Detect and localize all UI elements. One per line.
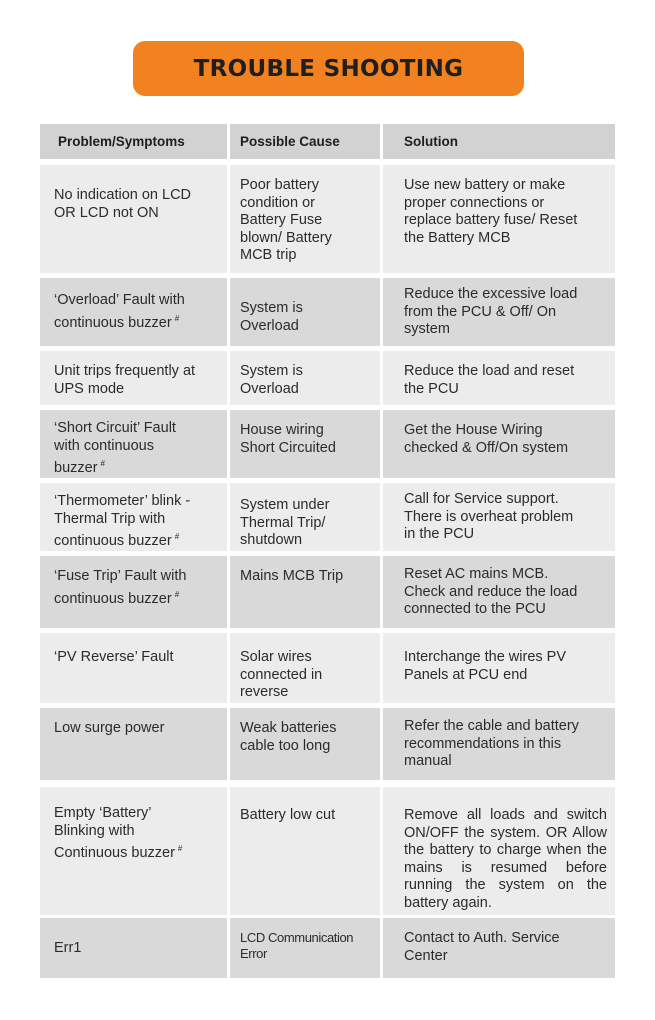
cause-cell [227,165,380,273]
problem-cell [40,787,227,915]
cause-text: Battery low cut [240,807,336,823]
cause-cell [227,483,380,551]
cause-text: Weak batteries cable too long [240,720,337,754]
footnote-mark: # [177,844,183,853]
solution-text: Reset AC mains MCB. Check and reduce the load connected to the PCU [404,566,578,617]
problem-cell [40,410,227,478]
solution-text: Interchange the wires PV Panels at PCU end [404,649,567,683]
solution-cell [380,787,615,915]
footnote-mark: # [174,589,180,599]
cause-text: System under Thermal Trip/ shutdown [240,497,330,548]
problem-text: No indication on LCD OR LCD not ON [54,187,192,221]
solution-text: Use new battery or make proper connections or replace battery fuse/ Reset the Battery MCB [404,177,578,246]
problem-text: ‘Fuse Trip’ Fault with continuous buzzer [54,568,187,607]
problem-text: Empty ‘Battery’ Blinking with Continuous buzzer [54,805,175,861]
footnote-mark: # [174,313,180,323]
cause-cell [227,351,380,405]
solution-text: Call for Service support. There is overheat problem in the PCU [404,491,574,542]
solution-text: Reduce the load and reset the PCU [404,363,575,397]
solution-cell [380,410,615,478]
cause-cell [227,708,380,780]
cause-text: System is Overload [240,300,303,334]
problem-text: ‘Overload’ Fault with continuous buzzer [54,292,185,331]
title-banner [133,41,524,96]
cause-cell [227,556,380,628]
solution-cell [380,483,615,551]
troubleshooting-table [40,124,615,978]
problem-cell [40,278,227,346]
problem-text: Unit trips frequently at UPS mode [54,363,196,397]
solution-cell [380,708,615,780]
problem-text: ‘PV Reverse’ Fault [54,649,174,665]
solution-text: Contact to Auth. Service Center [404,930,560,964]
header-problem: Problem/Symptoms [40,124,227,159]
solution-cell [380,918,615,978]
header-solution: Solution [380,124,615,159]
footnote-mark: # [174,532,180,541]
cause-cell [227,633,380,703]
solution-cell [380,556,615,628]
solution-cell [380,278,615,346]
solution-cell [380,633,615,703]
problem-cell [40,483,227,551]
cause-text: System is Overload [240,363,303,397]
cause-cell [227,410,380,478]
footnote-mark: # [100,459,105,468]
problem-text: ‘Short Circuit’ Fault with continuous buzzer [54,420,176,476]
cause-cell [227,278,380,346]
solution-cell [380,351,615,405]
cause-text: Poor battery condition or Battery Fuse blown/ Battery MCB trip [240,177,332,263]
problem-cell [40,633,227,703]
problem-cell [40,708,227,780]
problem-cell [40,556,227,628]
problem-cell [40,351,227,405]
solution-text: Remove all loads and switch ON/OFF the system. OR Allow the battery to charge when the mains is resumed before running the system on the battery again. [404,807,607,911]
solution-text: Get the House Wiring checked & Off/On system [404,422,569,456]
page-title: TROUBLE SHOOTING [193,55,464,82]
solution-text: Reduce the excessive load from the PCU & Off/ On system [404,286,578,337]
problem-cell [40,918,227,978]
problem-text: Err1 [54,940,82,956]
cause-text: Mains MCB Trip [240,568,344,584]
problem-text: Low surge power [54,720,165,736]
solution-text: Refer the cable and battery recommendations in this manual [404,718,579,769]
header-cause: Possible Cause [227,124,380,159]
problem-text: ‘Thermometer’ blink - Thermal Trip with continuous buzzer [54,493,191,549]
cause-cell [227,918,380,978]
cause-text: LCD Communication Error [240,930,354,961]
problem-cell [40,165,227,273]
solution-cell [380,165,615,273]
cause-text: House wiring Short Circuited [240,422,336,456]
cause-cell [227,787,380,915]
cause-text: Solar wires connected in reverse [240,649,323,700]
